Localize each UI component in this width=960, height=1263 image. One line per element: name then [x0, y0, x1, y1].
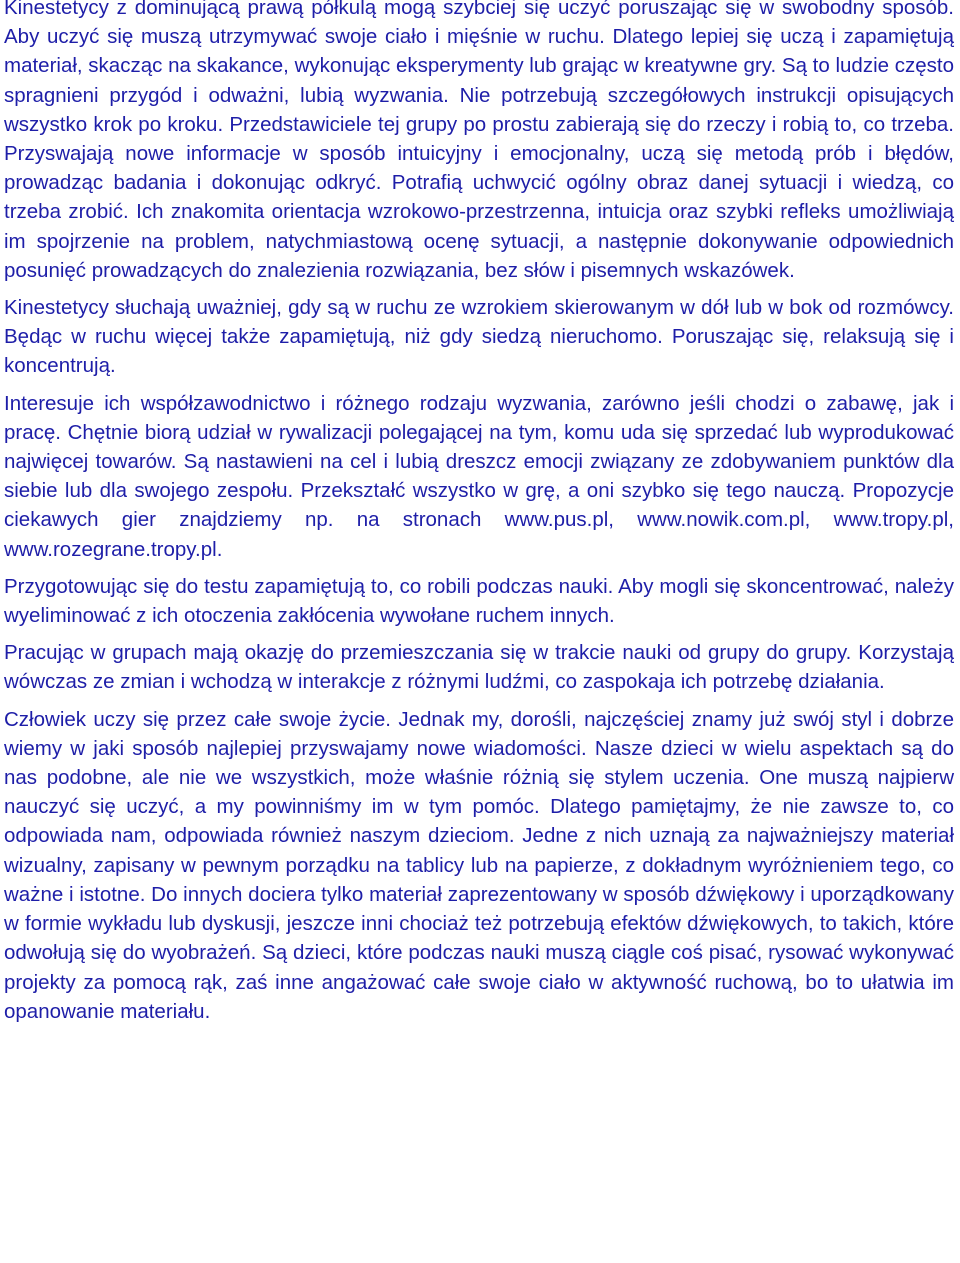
- paragraph-competition: Interesuje ich współzawodnictwo i różnego rodzaju wyzwania, zarówno jeśli chodzi o zabawę, jak i pracę. Chętnie biorą udział w rywalizacji polegającej na tym, komu uda się sprzedać lub wyprodukować najwięcej towarów. Są nastawieni na cel i lubią dreszcz emocji związany ze zdobywaniem punktów dla siebie lub dla swojego zespołu. Przekształć wszystko w grę, a oni szybko się tego nauczą. Propozycje ciekawych gier znajdziemy np. na stronach www.pus.pl, www.nowik.com.pl, www.tropy.pl, www.rozegrane.tropy.pl.: [4, 391, 954, 561]
- paragraph-listening-in-motion: Kinestetycy słuchają uważniej, gdy są w ruchu ze wzrokiem skierowanym w dół lub w bok od rozmówcy. Będąc w ruchu więcej także zapamiętują, niż gdy siedzą nieruchomo. Poruszając się, relaksują się i koncentrują.: [4, 296, 954, 378]
- paragraph-lifelong-learning: Człowiek uczy się przez całe swoje życie. Jednak my, dorośli, najczęściej znamy już swój styl i dobrze wiemy w jaki sposób najlepiej przyswajamy nowe wiadomości. Nasze dzieci w wielu aspektach są do nas podobne, ale nie we wszystkich, może właśnie różnią się stylem uczenia. One muszą najpierw nauczyć się uczyć, a my powinniśmy im w tym pomóc. Dlatego pamiętajmy, że nie zawsze to, co odpowiada nam, odpowiada również naszym dzieciom. Jedne z nich uznają za najważniejszy materiał wizualny, zapisany w pewnym porządku na tablicy lub na papierze, z dokładnym wyróżnieniem tego, co ważne i istotne. Do innych dociera tylko materiał zaprezentowany w sposób dźwiękowy i uporządkowany w formie wykładu lub dyskusji, jeszcze inni chociaż też potrzebują efektów dźwiękowych, to takich, które odwołują się do wyobrażeń. Są dzieci, które podczas nauki muszą ciągle coś pisać, rysować wykonywać projekty za pomocą rąk, zaś inne angażować całe swoje ciało w aktywność ruchową, bo to ułatwia im opanowanie materiału.: [4, 707, 954, 1023]
- paragraph-group-work: Pracując w grupach mają okazję do przemieszczania się w trakcie nauki od grupy do grupy. Korzystają wówczas ze zmian i wchodzą w interakcje z różnymi ludźmi, co zaspokaja ich potrzebę działania.: [4, 641, 954, 694]
- paragraph-kinestetycy-intro: Kinestetycy z dominującą prawą półkulą mogą szybciej się uczyć poruszając się w swobodny sposób. Aby uczyć się muszą utrzymywać swoje ciało i mięśnie w ruchu. Dlatego lepiej się uczą i zapamiętują materiał, skacząc na skakance, wykonując eksperymenty lub grając w kreatywne gry. Są to ludzie często spragnieni przygód i odważni, lubią wyzwania. Nie potrzebują szczegółowych instrukcji opisujących wszystko krok po kroku. Przedstawiciele tej grupy po prostu zabierają się do rzeczy i robią to, co trzeba. Przyswajają nowe informacje w sposób intuicyjny i emocjonalny, uczą się metodą prób i błędów, prowadząc badania i dokonując odkryć. Potrafią uchwycić ogólny obraz danej sytuacji i wiedzą, co trzeba zrobić. Ich znakomita orientacja wzrokowo-przestrzenna, intuicja oraz szybki refleks umożliwiają im spojrzenie na problem, natychmiastową ocenę sytuacji, a następnie dokonywanie odpowiednich posunięć prowadzących do znalezienia rozwiązania, bez słów i pisemnych wskazówek.: [4, 0, 954, 282]
- paragraph-test-preparation: Przygotowując się do testu zapamiętują to, co robili podczas nauki. Aby mogli się skoncentrować, należy wyeliminować z ich otoczenia zakłócenia wywołane ruchem innych.: [4, 574, 954, 628]
